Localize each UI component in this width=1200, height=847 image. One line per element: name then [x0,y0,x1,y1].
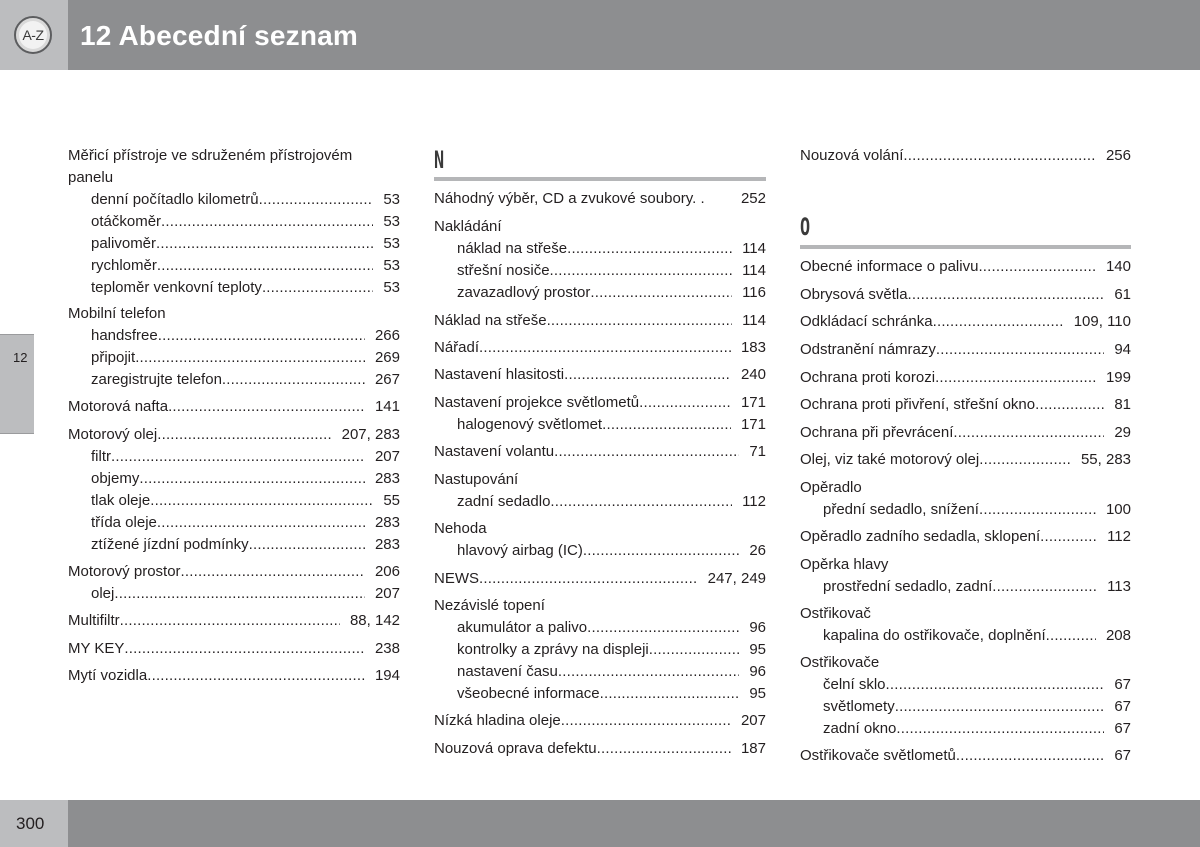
page-ref: 171 [740,394,766,411]
dot-leader [908,286,1105,303]
page-ref: 171 [740,416,766,433]
index-subentry [91,536,400,556]
page-ref: 207 [740,712,766,729]
header-icon-box [0,0,68,70]
index-subentry [91,349,400,369]
entry-text: prostřední sedadlo, zadní [823,578,993,595]
page-ref: 283 [374,514,400,531]
dot-leader [933,313,1064,330]
index-heading: panelu [68,169,114,186]
entry-text: Nastavení volantu [434,443,555,460]
chapter-tab-label: 12 [13,350,28,365]
index-heading: Nastupování [434,471,519,488]
entry-text: hlavový airbag (IC) [457,542,583,559]
page-ref: 81 [1114,396,1131,413]
entry-text: palivoměr [91,235,157,252]
index-entry [800,258,1131,278]
section-letter-o: O [800,213,811,241]
dot-leader [222,371,365,388]
page-ref: 112 [1107,528,1131,545]
page-ref: 252 [740,190,766,207]
index-subentry [457,619,766,639]
page-ref: 67 [1114,747,1131,764]
index-subentry [457,284,766,304]
entry-text: Multifiltr [68,612,120,629]
page-ref: 53 [383,213,400,230]
index-subentry [91,492,400,512]
dot-leader [956,747,1104,764]
dot-leader [554,443,739,460]
entry-text: Nouzová volání [800,147,904,164]
page-ref: 141 [374,398,400,415]
page-ref: 61 [1114,286,1131,303]
page-ref: 207 [374,448,400,465]
entry-text: přední sedadlo, snížení [823,501,979,518]
entry-text: Ochrana proti korozi [800,369,936,386]
index-subentry [91,470,400,490]
entry-text: zavazadlový prostor [457,284,591,301]
index-subentry [457,663,766,683]
page-ref: 140 [1105,258,1131,275]
dot-leader [111,448,365,465]
entry-text: MY KEY [68,640,125,657]
page-ref: 206 [374,563,400,580]
entry-text: halogenový světlomet [457,416,603,433]
footer-bar [68,800,1200,847]
dot-leader [602,416,731,433]
index-subentry [823,676,1131,696]
index-subentry [823,698,1131,718]
entry-text: zadní okno [823,720,897,737]
section-letter-n: N [434,146,445,174]
index-subentry [91,448,400,468]
entry-text: čelní sklo [823,676,886,693]
page-ref: 100 [1105,501,1131,518]
index-subentry [457,542,766,562]
entry-text: Ochrana při převrácení [800,424,954,441]
entry-text: NEWS [434,570,479,587]
index-entry [68,667,400,687]
page-number: 300 [16,814,45,833]
entry-text: Náhodný výběr, CD a zvukové soubory. . [434,190,705,207]
dot-leader [992,578,1097,595]
index-entry [800,528,1131,548]
dot-leader [550,493,732,510]
dot-leader [135,349,365,366]
page-ref: 53 [383,235,400,252]
page-ref: 96 [749,619,766,636]
entry-text: teploměr venkovní teploty [91,279,262,296]
entry-text: olej [91,585,115,602]
page-ref: 267 [374,371,400,388]
page-ref: 67 [1114,720,1131,737]
page-title: 12 Abecední seznam [80,20,359,51]
dot-leader [120,612,340,629]
entry-text: Olej, viz také motorový olej [800,451,980,468]
entry-text: Odstranění námrazy [800,341,936,358]
page-ref: 67 [1114,698,1131,715]
page-ref: 95 [749,685,766,702]
index-entry [434,366,766,386]
dot-leader [590,284,732,301]
page-ref: 96 [749,663,766,680]
index-subentry [91,585,400,605]
page-ref: 112 [742,493,766,510]
index-subentry [457,641,766,661]
entry-text: všeobecné informace [457,685,600,702]
page-ref: 26 [749,542,766,559]
index-subentry [457,262,766,282]
index-entry [434,570,766,590]
entry-text: ztížené jízdní podmínky [91,536,249,553]
page-ref: 29 [1114,424,1131,441]
dot-leader [895,698,1105,715]
dot-leader [600,685,740,702]
dot-leader [978,258,1096,275]
dot-leader [1046,627,1096,644]
entry-text: objemy [91,470,140,487]
entry-text: otáčkoměr [91,213,162,230]
page-ref: 194 [374,667,400,684]
page-ref: 183 [740,339,766,356]
page-ref: 116 [742,284,766,301]
dot-leader [953,424,1104,441]
dot-leader [168,398,365,415]
index-entry [68,640,400,660]
page-ref: 114 [742,240,766,257]
dot-leader [114,585,365,602]
index-entry [68,426,400,446]
index-subentry [823,578,1131,598]
page-ref: 55 [383,492,400,509]
index-heading: Ostřikovač [800,605,871,622]
dot-leader [1040,528,1097,545]
index-entry [434,394,766,414]
dot-leader [583,542,739,559]
page-ref: 207 [374,585,400,602]
entry-text: Motorový olej [68,426,158,443]
page-ref: 256 [1105,147,1131,164]
page-ref: 187 [740,740,766,757]
entry-text: připojit [91,349,136,366]
dot-leader [157,257,373,274]
dot-leader [936,341,1104,358]
dot-leader [979,451,1071,468]
index-entry [434,712,766,732]
index-entry [800,286,1131,306]
dot-leader [979,501,1096,518]
entry-text: nastavení času [457,663,558,680]
index-subentry [91,191,400,211]
index-heading: Mobilní telefon [68,305,166,322]
index-entry [800,451,1131,471]
a-z-icon: A-Z [14,16,52,54]
dot-leader [161,213,373,230]
index-entry [800,341,1131,361]
entry-text: Odkládací schránka [800,313,933,330]
index-entry [800,747,1131,767]
page-ref: 55, 283 [1080,451,1131,468]
entry-text: Motorový prostor [68,563,181,580]
dot-leader [564,366,731,383]
index-subentry [457,493,766,513]
page-ref: 109, 110 [1073,313,1131,330]
dot-leader [547,312,733,329]
index-heading: Nakládání [434,218,502,235]
dot-leader [903,147,1096,164]
entry-text: Mytí vozidla [68,667,148,684]
page-ref: 53 [383,191,400,208]
entry-text: denní počítadlo kilometrů [91,191,259,208]
chapter-tab [0,334,34,434]
page-ref: 53 [383,257,400,274]
dot-leader [157,514,365,531]
page-ref: 67 [1114,676,1131,693]
page-ref: 71 [749,443,766,460]
index-subentry [457,240,766,260]
entry-text: Ostřikovače světlometů [800,747,956,764]
page-ref: 88, 142 [349,612,400,629]
index-entry [68,563,400,583]
dot-leader [124,640,365,657]
index-entry [434,312,766,332]
dot-leader [249,536,365,553]
entry-text: náklad na střeše [457,240,568,257]
entry-text: světlomety [823,698,895,715]
entry-text: Motorová nafta [68,398,169,415]
entry-text: Nízká hladina oleje [434,712,561,729]
page-ref: 113 [1107,578,1131,595]
page-ref: 114 [742,262,766,279]
entry-text: filtr [91,448,111,465]
dot-leader [639,394,731,411]
page-ref: 94 [1114,341,1131,358]
index-entry [800,313,1131,333]
page-ref: 208 [1105,627,1131,644]
dot-leader [157,426,331,443]
index-subentry [823,720,1131,740]
page-ref: 269 [374,349,400,366]
index-subentry [457,685,766,705]
dot-leader [259,191,374,208]
index-entry [434,190,766,210]
entry-text: Nastavení projekce světlometů [434,394,640,411]
index-subentry [91,279,400,299]
index-heading: Opěrka hlavy [800,556,889,573]
entry-text: handsfree [91,327,158,344]
page-ref: 199 [1105,369,1131,386]
index-entry [800,147,1131,167]
index-subentry [823,501,1131,521]
page-ref: 238 [374,640,400,657]
page-ref: 283 [374,536,400,553]
page-ref: 283 [374,470,400,487]
entry-text: zaregistrujte telefon [91,371,222,388]
entry-text: tlak oleje [91,492,151,509]
index-subentry [91,514,400,534]
entry-text: Opěradlo zadního sedadla, sklopení [800,528,1041,545]
index-entry [68,398,400,418]
entry-text: střešní nosiče [457,262,550,279]
dot-leader [479,570,698,587]
index-entry [800,369,1131,389]
entry-text: zadní sedadlo [457,493,551,510]
index-heading: Nehoda [434,520,487,537]
dot-leader [587,619,739,636]
entry-text: Náklad na střeše [434,312,547,329]
page-ref: 95 [749,641,766,658]
index-heading: Opěradlo [800,479,862,496]
index-heading: Měřicí přístroje ve sdruženém přístrojovém [68,147,353,164]
page-ref: 53 [383,279,400,296]
index-subentry [91,327,400,347]
dot-leader [649,641,740,658]
index-subentry [457,416,766,436]
dot-leader [156,235,373,252]
entry-text: Obecné informace o palivu [800,258,979,275]
dot-leader [558,663,739,680]
index-entry [800,396,1131,416]
dot-leader [150,492,373,509]
dot-leader [139,470,365,487]
dot-leader [479,339,731,356]
index-subentry [91,235,400,255]
dot-leader [158,327,365,344]
dot-leader [597,740,731,757]
page-ref: 114 [742,312,766,329]
dot-leader [1035,396,1104,413]
section-rule-n [434,177,766,181]
entry-text: Nastavení hlasitosti [434,366,565,383]
entry-text: kontrolky a zprávy na displeji [457,641,649,658]
dot-leader [181,563,365,580]
index-entry [434,443,766,463]
dot-leader [886,676,1105,693]
index-entry [800,424,1131,444]
entry-text: Nouzová oprava defektu [434,740,597,757]
entry-text: Obrysová světla [800,286,908,303]
dot-leader [935,369,1096,386]
dot-leader [550,262,733,279]
entry-text: rychloměr [91,257,157,274]
page-ref: 207, 283 [341,426,400,443]
index-heading: Ostřikovače [800,654,880,671]
index-subentry [91,371,400,391]
dot-leader [561,712,731,729]
index-heading: Nezávislé topení [434,597,545,614]
section-rule-o [800,245,1131,249]
dot-leader [262,279,373,296]
entry-text: Nářadí [434,339,480,356]
page-ref: 266 [374,327,400,344]
entry-text: třída oleje [91,514,157,531]
page-ref: 240 [740,366,766,383]
index-subentry [91,213,400,233]
index-subentry [91,257,400,277]
dot-leader [147,667,365,684]
index-entry [68,612,400,632]
index-subentry [823,627,1131,647]
dot-leader [567,240,732,257]
index-entry [434,339,766,359]
page-ref: 247, 249 [707,570,766,587]
entry-text: Ochrana proti přivření, střešní okno [800,396,1036,413]
entry-text: akumulátor a palivo [457,619,588,636]
entry-text: kapalina do ostřikovače, doplnění [823,627,1046,644]
dot-leader [896,720,1104,737]
index-entry [434,740,766,760]
